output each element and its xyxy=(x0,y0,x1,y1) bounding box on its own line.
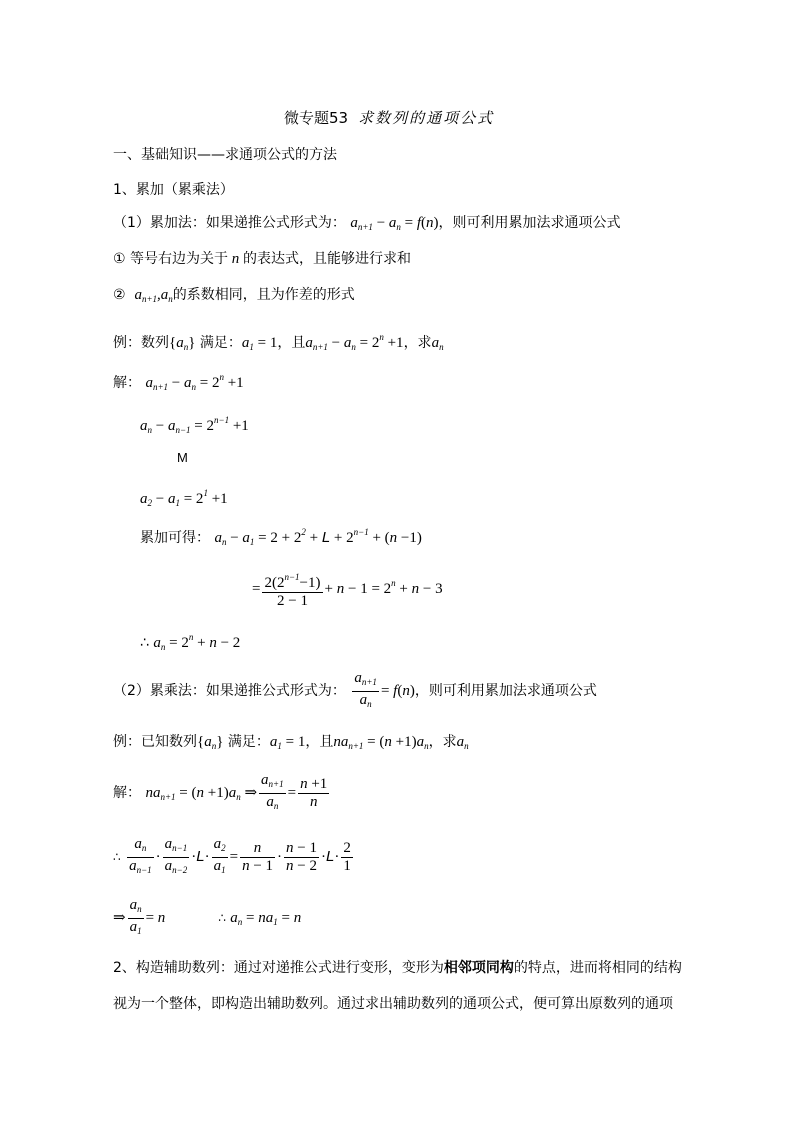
solution-1-line-3 xyxy=(140,483,228,513)
solution-label: 解： xyxy=(113,375,141,391)
page-title xyxy=(284,108,494,128)
therefore-symbol-3: ∴ xyxy=(218,910,226,925)
example-2 xyxy=(113,732,469,756)
sum-label: 累加可得： xyxy=(140,530,210,546)
formula-s2-4: $a_n = na_1 = n$ xyxy=(230,909,302,927)
formula-an-2: $a_n$ xyxy=(456,734,469,751)
solution-1-sum xyxy=(140,522,422,552)
formula-s2-3: ⇒ $\frac{a_n}{a_1}$ = n xyxy=(113,897,166,936)
formula-recurrence: $a_{n+1} - a_n = f(n)$ xyxy=(350,215,439,232)
therefore-symbol: ∴ xyxy=(140,635,149,651)
condition-1-lead: ① 等号右边为关于 xyxy=(113,251,229,267)
formula-seq-2: $\{a_n\}$ xyxy=(197,734,224,751)
paragraph-2-lead: （2）累乘法：如果递推公式形式为： xyxy=(113,682,346,699)
subsection-2-text-c: 的特点，进而将相同的结构 xyxy=(513,960,682,976)
ellipsis-glyph-3: L xyxy=(326,847,335,865)
solution-1-line-2 xyxy=(140,410,249,440)
solution-2-line-1 xyxy=(113,772,331,815)
formula-s2-2: $\frac{a_n}{a_{n-1}}$ · $\frac{a_{n-1}}{a_{n-2}}$ ·L· $\frac{a_2}{a_1}$ = $\frac{n}{n - 1}$ · $\frac{n - 1}{n - 2}$ ·L· $\frac{2}{1}$ xyxy=(129,836,351,875)
condition-1 xyxy=(113,249,411,269)
paragraph-2-tail: ，则可利用累加法求通项公式 xyxy=(414,682,597,699)
formula-conclusion: $a_n = 2^n + n - 2$ xyxy=(153,632,241,652)
formula-terms: $a_{n+1},a_n$ xyxy=(134,287,173,304)
paragraph-lead: （1）累加法：如果递推公式形式为： xyxy=(113,215,346,231)
formula-a1-2: $a_1 = 1$ xyxy=(269,734,306,751)
title-right: 求数列的通项公式 xyxy=(358,109,495,127)
solution-2-label: 解： xyxy=(113,784,141,801)
formula-s2: $a_n - a_{n-1} = 2^{n-1} +1$ xyxy=(140,415,249,435)
therefore-symbol-2: ∴ xyxy=(113,849,121,864)
example-1-mid2: ，且 xyxy=(277,335,306,351)
formula-ratio: $\frac{a_{n+1}}{a_n}$ = f(n) xyxy=(354,670,415,709)
formula-ex1-rec: $a_{n+1} - a_n = 2^n +1$ xyxy=(305,332,404,352)
example-2-lead: 例：已知数列 xyxy=(113,734,197,750)
example-1 xyxy=(113,327,444,357)
condition-2-tail: 的系数相同，且为作差的形式 xyxy=(172,287,355,303)
paragraph-multiplication-method xyxy=(113,670,597,713)
formula-an: $a_n$ xyxy=(431,335,444,352)
solution-2-line-2 xyxy=(113,836,355,879)
example-1-mid1: 满足： xyxy=(199,335,242,351)
ellipsis-glyph: L xyxy=(321,529,331,546)
formula-n: n xyxy=(228,251,244,267)
formula-s2-1: $na_{n+1} = (n +1)a_n$ ⇒ $\frac{a_{n+1}}{a_n}$ = $\frac{n +1}{n}$ xyxy=(145,772,328,811)
title-left: 微专题53 xyxy=(284,109,349,127)
solution-1-line-1 xyxy=(113,367,244,397)
solution-1-dots xyxy=(177,448,188,468)
condition-2-lead: ② xyxy=(113,287,126,303)
formula-result: = $\frac{2(2^{n-1}-1)}{2 - 1}$ + $n - 1 = 2^n + n - 3$ xyxy=(252,581,443,597)
condition-2 xyxy=(113,285,355,309)
example-2-mid1: 满足： xyxy=(227,734,270,750)
formula-s1: $a_{n+1} - a_n = 2^n +1$ xyxy=(145,372,244,392)
formula-a1: $a_1 = 1$ xyxy=(241,335,278,352)
solution-2-line-3 xyxy=(113,897,301,940)
subsection-2-text-a: 2、构造辅助数列：通过对递推公式进行变形，变形为 xyxy=(113,960,444,976)
subsection-2-line-2: 视为一个整体，即构造出辅助数列。通过求出辅助数列的通项公式，便可算出原数列的通项 xyxy=(113,996,673,1012)
example-2-mid3: ，求 xyxy=(428,734,457,750)
example-1-lead: 例：数列 xyxy=(113,335,169,351)
section-heading: 一、基础知识——求通项公式的方法 xyxy=(113,147,337,163)
paragraph-tail: ，则可利用累加法求通项公式 xyxy=(438,215,621,231)
example-2-mid2: ，且 xyxy=(305,734,334,750)
subsection-heading-1: 1、累加（累乘法） xyxy=(113,182,234,198)
vertical-dots-glyph: M xyxy=(177,450,188,465)
solution-1-result xyxy=(252,565,443,610)
formula-s3: $a_2 - a_1 = 2^1 +1$ xyxy=(140,488,228,508)
subsection-2-bold: 相邻项同构 xyxy=(443,960,514,976)
formula-sum: $a_n - a_1 = 2 + 2^2 + L + 2^{n-1} + (n -1)$ xyxy=(214,527,422,547)
ellipsis-glyph-2: L xyxy=(196,847,205,865)
example-1-mid3: ，求 xyxy=(403,335,432,351)
formula-seq: $\{a_n\}$ xyxy=(169,335,196,352)
condition-1-tail: 的表达式，且能够进行求和 xyxy=(243,251,412,267)
paragraph-addition-method xyxy=(113,213,621,237)
formula-ex2-rec: $na_{n+1} = (n +1)a_n$ xyxy=(333,734,429,751)
subsection-2-line-1 xyxy=(113,958,682,978)
solution-1-conclusion xyxy=(140,627,240,657)
